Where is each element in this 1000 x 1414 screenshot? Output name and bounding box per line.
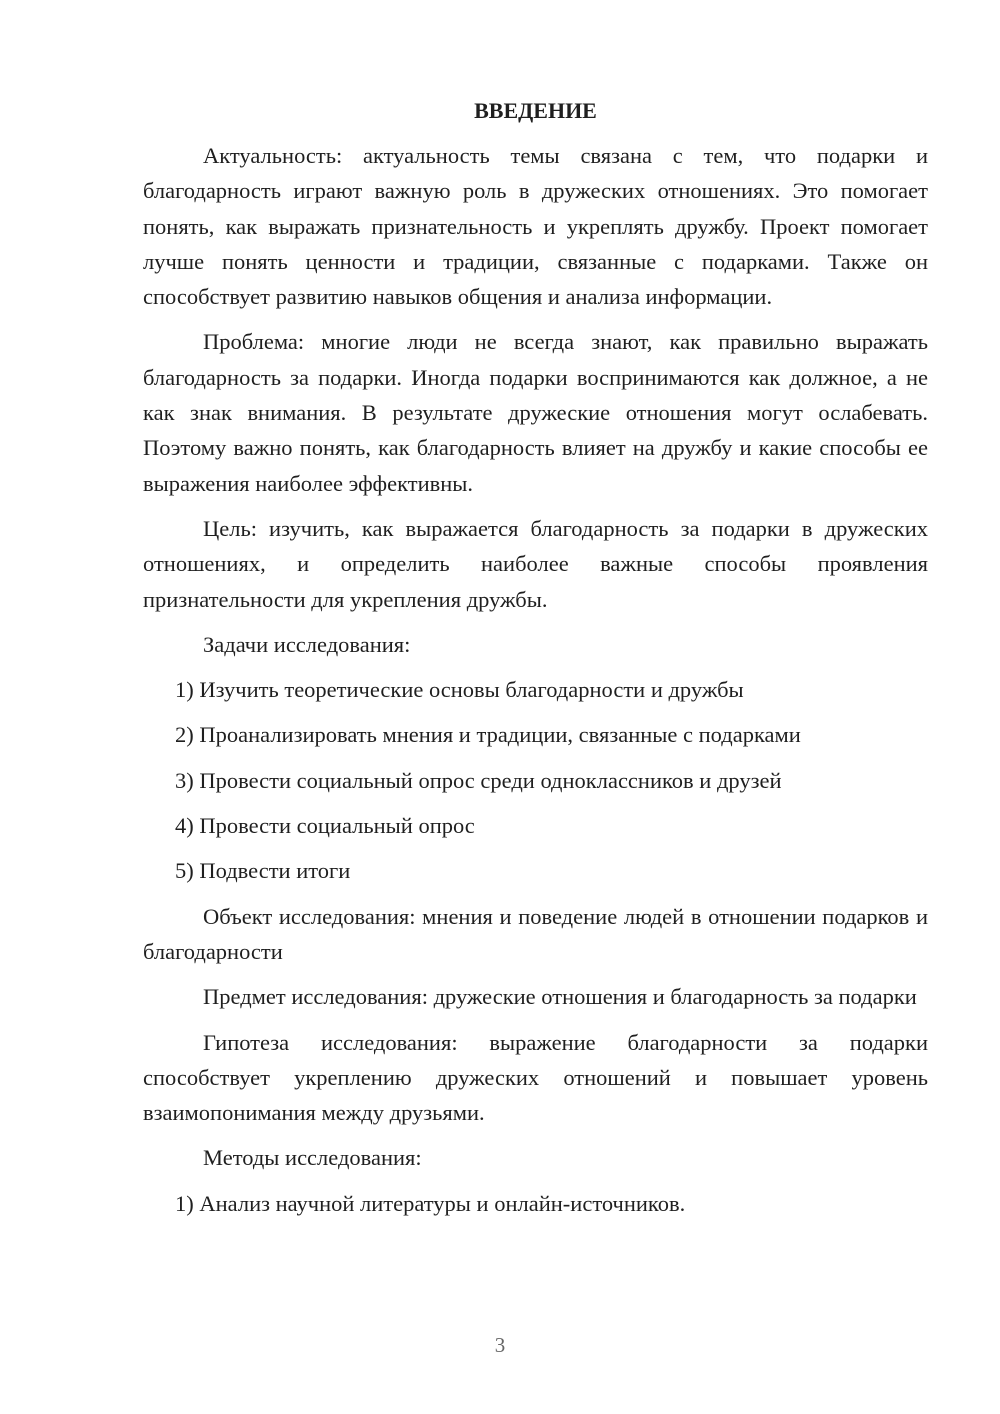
task-item: 5) Подвести итоги — [175, 858, 351, 884]
task-item: 4) Провести социальный опрос — [175, 813, 475, 839]
subject-paragraph: Предмет исследования: дружеские отношения и благодарность за подарки — [203, 984, 917, 1010]
page-number: 3 — [494, 1333, 506, 1357]
object-paragraph: Объект исследования: мнения и поведение людей в отношении подарков и благодарности — [143, 903, 928, 964]
problem-paragraph: Проблема: многие люди не всегда знают, как правильно выражать благодарность за подарки. Иногда подарки воспринимаются как должное, а не как знак внимания. В результате дружеские отношения могут ослабевать. Поэтому важно понять, как благодарность влияет на дружбу и какие способы ее выражения наиболее эффективны. — [143, 329, 928, 496]
task-item: 3) Провести социальный опрос среди одноклассников и друзей — [175, 767, 782, 793]
task-item: 1) Изучить теоретические основы благодарности и дружбы — [175, 677, 744, 703]
relevance-paragraph: Актуальность: актуальность темы связана с тем, что подарки и благодарность играют важную роль в дружеских отношениях. Это помогает понять, как выражать признательность и укреплять дружбу. Проект помогает лучше понять ценности и традиции, связанные с подарками. Также он способствует развитию навыков общения и анализа информации. — [143, 143, 928, 310]
page-content — [143, 96, 928, 1231]
hypothesis-paragraph: Гипотеза исследования: выражение благодарности за подарки способствует укреплению дружеских отношений и повышает уровень взаимопонимания между друзьями. — [143, 1029, 928, 1126]
task-item: 2) Проанализировать мнения и традиции, связанные с подарками — [175, 722, 801, 748]
goal-paragraph: Цель: изучить, как выражается благодарность за подарки в дружеских отношениях, и определить наиболее важные способы проявления признательности для укрепления дружбы. — [143, 515, 928, 612]
section-title: ВВЕДЕНИЕ — [474, 98, 597, 123]
methods-heading: Методы исследования: — [203, 1145, 422, 1171]
tasks-heading: Задачи исследования: — [203, 631, 411, 657]
method-item: 1) Анализ научной литературы и онлайн-источников. — [175, 1190, 686, 1216]
